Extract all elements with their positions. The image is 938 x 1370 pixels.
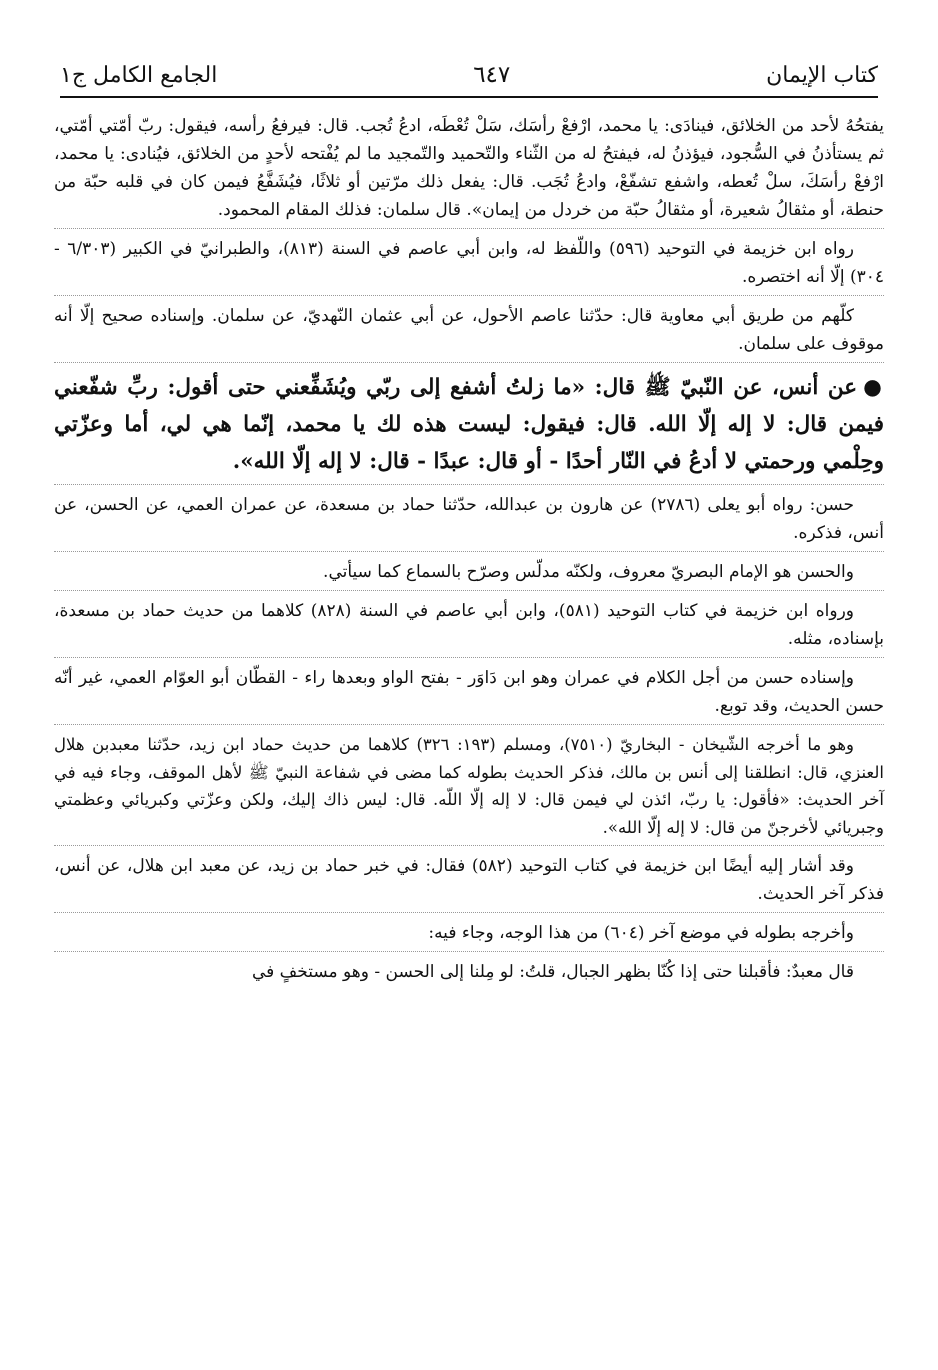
header-rule bbox=[60, 96, 878, 98]
running-header bbox=[60, 48, 878, 88]
header-book-title: الجامع الكامل ج١ bbox=[60, 63, 218, 88]
paragraph-another-place: وأخرجه بطوله في موضع آخر (٦٠٤) من هذا الوجه، وجاء فيه: bbox=[54, 919, 884, 952]
paragraph-isnad-2: وإسناده حسن من أجل الكلام في عمران وهو ابن دَاوَر - بفتح الواو وبعدها راء - القطّان أبو العوّام العمي، غير أنّه حسن الحديث، وقد توبع. bbox=[54, 664, 884, 725]
paragraph-ibn-khuzayma: وقد أشار إليه أيضًا ابن خزيمة في كتاب التوحيد (٥٨٢) فقال: في خبر حماد بن زيد، عن معبد ابن هلال، عن أنس، فذكر آخر الحديث. bbox=[54, 852, 884, 913]
header-chapter-title: كتاب الإيمان bbox=[766, 63, 878, 88]
paragraph-takhrij-1: رواه ابن خزيمة في التوحيد (٥٩٦) واللّفظ له، وابن أبي عاصم في السنة (٨١٣)، والطبرانيّ في الكبير (٦/٣٠٣ - ٣٠٤) إلّا أنه اختصره. bbox=[54, 235, 884, 296]
bullet-icon: ● bbox=[863, 375, 884, 400]
paragraph-shaykhan: وهو ما أخرجه الشّيخان - البخاريّ (٧٥١٠)، ومسلم (١٩٣: ٣٢٦) كلاهما من حديث حماد ابن زيد، حدّثنا معبدبن هلال العنزي، قال: انطلقنا إلى أنس بن مالك، فذكر الحديث بطوله كما مضى في شفاعة النبيّ ﷺ لأهل الموقف، وجاء فيه في آخر الحديث: «فأقول: يا ربّ، ائذن لي فيمن قال: لا إله إلّا اللّه. قال: ليس ذاك إليك، ولكن وعزّتي وكبريائي وعظمتي وجبريائي لأخرجنّ من قال: لا إله إلّا الله». bbox=[54, 731, 884, 846]
paragraph-grading: حسن: رواه أبو يعلى (٢٧٨٦) عن هارون بن عبدالله، حدّثنا حماد بن مسعدة، عن عمران العمي، عن الحسن، عن أنس، فذكره. bbox=[54, 491, 884, 552]
paragraph-takhrij-2: ورواه ابن خزيمة في كتاب التوحيد (٥٨١)، وابن أبي عاصم في السنة (٨٢٨) كلاهما من حديث حماد بن مسعدة، بإسناده، مثله. bbox=[54, 597, 884, 658]
paragraph-isnad-1: كلّهم من طريق أبي معاوية قال: حدّثنا عاصم الأحول، عن أبي عثمان النّهديّ، عن سلمان. وإسناده صحيح إلّا أنه موقوف على سلمان. bbox=[54, 302, 884, 363]
paragraph-hadith-anas bbox=[54, 369, 884, 485]
paragraph-hadith-continuation: يفتحُهُ لأحد من الخلائق، فينادَى: يا محمد، ارْفعْ رأسَك، سَلْ تُعْطَه، ادعُ تُجب. قال: فيرفعُ رأسه، فيقول: ربّ أمّتي أمّتي، ثم يستأذنُ في السُّجود، فيؤذنُ له، فيفتحُ له من الثّناء والتّحميد والتّمجيد ما لم يُفْتحه لأحدٍ من الخلائق، فيُنادى: يا محمد، ارْفعْ رأسَكَ، سلْ تُعطه، واشفع تشفّعْ، وادعُ تُجَب. قال: يفعل ذلك مرّتين أو ثلاثًا، فيُشَفَّعُ فيمن كان في قلبه حبّة من حنطة، أو مثقالُ شعيرة، أو مثقالُ حبّة من خردل من إيمان». قال سلمان: فذلك المقام المحمود. bbox=[54, 112, 884, 229]
page-number: ٦٤٧ bbox=[473, 62, 511, 88]
page-body bbox=[54, 112, 884, 996]
hadith-text: عن أنس، عن النّبيّ ﷺ قال: «ما زلتُ أشفع إلى ربّي ويُشَفِّعني حتى أقول: ربِّ شفّعني فيمن قال: لا إله إلّا الله. قال: فيقول: ليست هذه لك يا محمد، إنّما هي لي، أما وعزّتي وحِلْمي ورحمتي لا أدعُ في النّار أحدًا - أو قال: عبدًا - قال: لا إله إلّا الله». bbox=[54, 375, 884, 474]
paragraph-note-hasan: والحسن هو الإمام البصريّ معروف، ولكنّه مدلّس وصرّح بالسماع كما سيأتي. bbox=[54, 558, 884, 591]
paragraph-mabad: قال معبدٌ: فأقبلنا حتى إذا كُنّا بظهر الجبال، قلتُ: لو مِلنا إلى الحسن - وهو مستخفٍ في bbox=[251, 962, 854, 982]
